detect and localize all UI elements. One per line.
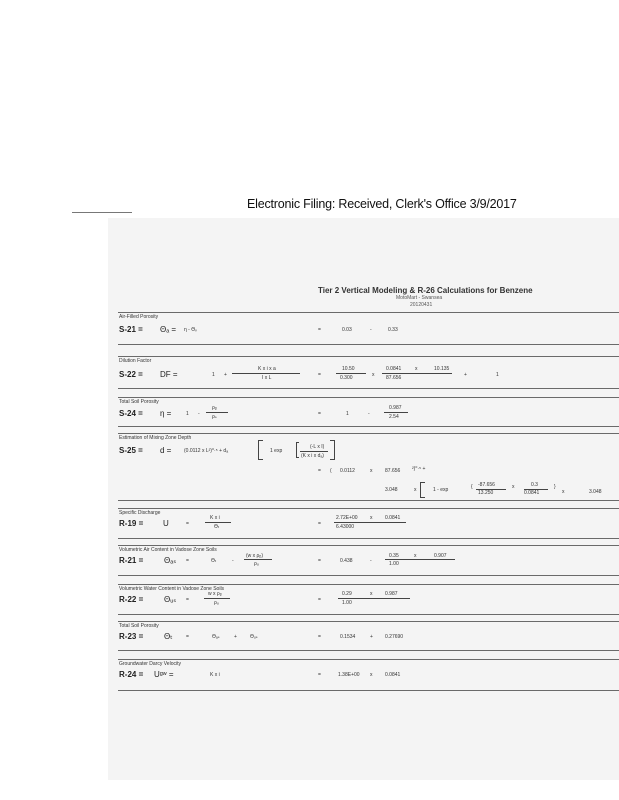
s25-row3-brace-close: } (554, 484, 556, 490)
r19-value-2: 0.0841 (385, 515, 401, 521)
s22-num-1: 10.50 (342, 366, 355, 372)
s25-row3-value-4: 3.048 (589, 489, 602, 495)
s25-row2-equals: = (318, 468, 321, 474)
r23-equals: = (318, 634, 321, 640)
r21-theta-t: Θₜ (211, 558, 217, 564)
r21-value-3: 0.907 (434, 553, 447, 559)
r23-lhs: Θₜ (164, 632, 173, 641)
s24-value-1: 1 (346, 411, 349, 417)
r21-lhs: Θₐₛ (164, 556, 177, 565)
s22-num-2: 0.0841 (386, 366, 402, 372)
section-heading-s21: Air-Filled Porosity (119, 314, 159, 320)
s25-row2-paren: ( (330, 468, 332, 474)
r21-operator: - (370, 558, 372, 564)
s25-row2-value-2: 87.656 (385, 468, 401, 474)
s25-bracket-right (330, 440, 335, 460)
s25-inner-numerator: (-L x I) (310, 444, 325, 450)
section-divider (118, 614, 619, 615)
section-divider (118, 388, 619, 389)
s24-operator: - (368, 411, 370, 417)
section-divider (118, 538, 619, 539)
r19-lhs: U (163, 519, 169, 528)
r21-numerator: (w x ρᵦ) (246, 553, 263, 559)
section-heading-s22: Dilution Factor (119, 358, 152, 364)
s25-row3-den-1: 13.250 (478, 490, 494, 496)
section-heading-r21: Volumetric Air Content in Vadose Zone Soils (119, 547, 217, 553)
section-divider (118, 344, 619, 345)
s22-den-1: 0.300 (340, 375, 353, 381)
section-divider (118, 356, 619, 357)
section-divider (118, 426, 619, 427)
r22-fraction-bar-1 (338, 598, 410, 599)
equation-label-r24: R-24 = (119, 670, 144, 679)
section-divider (118, 584, 619, 585)
s24-denominator: ρₛ (212, 414, 217, 420)
section-divider (118, 508, 619, 509)
r21-fraction-bar (244, 559, 272, 560)
r23-term-b: Θᵤₛ (250, 634, 258, 640)
scan-artifact-line (72, 212, 132, 213)
r24-rhs: K x i (210, 672, 220, 678)
doc-title: Tier 2 Vertical Modeling & R-26 Calculations for Benzene (318, 286, 533, 295)
s25-inner-denominator: (K x i x dₐ) (301, 453, 324, 459)
s22-fraction-bar-2 (382, 373, 452, 374)
section-heading-r23: Total Soil Porosity (119, 623, 159, 629)
s22-lhs: DF = (160, 370, 178, 379)
r19-equals: = (318, 521, 321, 527)
s25-row3-value-1: 3.048 (385, 487, 398, 493)
doc-site: MotoMart - Swansea (396, 295, 443, 301)
section-heading-r19: Specific Discharge (119, 510, 161, 516)
s21-operator: - (370, 327, 372, 333)
s24-fraction-bar (206, 412, 228, 413)
s25-row3-brace: { (471, 484, 473, 490)
r22-num-1: 0.29 (342, 591, 352, 597)
r21-equals: = (318, 558, 321, 564)
s25-inner-fraction-bar (300, 451, 328, 452)
r19-equals-1: = (186, 521, 189, 527)
r22-denominator: ρᵤ (214, 600, 219, 606)
r23-plus: + (234, 634, 237, 640)
r21-num-2: 0.35 (389, 553, 399, 559)
section-divider (118, 690, 619, 691)
s25-lhs: d = (160, 446, 172, 455)
equation-label-s24: S-24 = (119, 409, 143, 418)
r22-fraction-bar (204, 598, 230, 599)
s22-fraction-bar (232, 373, 300, 374)
r21-equals-1: = (186, 558, 189, 564)
r21-times: x (414, 553, 417, 559)
s25-row2-times: x (370, 468, 373, 474)
s24-lhs: η = (160, 409, 172, 418)
r23-value-1: 0.1534 (340, 634, 356, 640)
section-divider (118, 621, 619, 622)
s25-row3-times-2: x (512, 484, 515, 490)
s25-row3-times-3: x (562, 489, 565, 495)
s25-row2-power: ²)⁰·⁵ + (412, 466, 426, 472)
section-divider (118, 545, 619, 546)
s22-numerator: K x i x a (258, 366, 276, 372)
r19-numerator: K x i (210, 515, 220, 521)
r22-equals-1: = (186, 597, 189, 603)
section-divider (118, 500, 619, 501)
r23-operator: + (370, 634, 373, 640)
section-divider (118, 397, 619, 398)
r19-times: x (370, 515, 373, 521)
s25-paren-left (296, 442, 299, 458)
section-divider (118, 575, 619, 576)
s22-plus-2: + (464, 372, 467, 378)
section-divider (118, 650, 619, 651)
s24-den-2: 2.54 (389, 414, 399, 420)
doc-project-number: 20120431 (410, 302, 433, 308)
s25-row3-exp: 1 - exp (433, 487, 449, 493)
s22-denominator: I x L (262, 375, 272, 381)
r24-times: x (370, 672, 373, 678)
s24-num-2: 0.987 (389, 405, 402, 411)
s24-fraction-bar-2 (384, 412, 408, 413)
s24-equals: = (318, 411, 321, 417)
equation-label-r22: R-22 = (119, 595, 144, 604)
section-heading-s24: Total Soil Porosity (119, 399, 159, 405)
equation-label-r23: R-23 = (119, 632, 144, 641)
s22-one-2: 1 (496, 372, 499, 378)
r22-den-1: 1.00 (342, 600, 352, 606)
r23-term-a: Θₐₛ (212, 634, 220, 640)
s22-fraction-bar-1 (336, 373, 366, 374)
s21-lhs: Θₐ = (160, 325, 177, 334)
equation-label-s21: S-21 = (119, 325, 143, 334)
equation-label-r21: R-21 = (119, 556, 144, 565)
s21-value-2: 0.33 (388, 327, 398, 333)
r22-lhs: Θᵤₛ (164, 595, 177, 604)
r19-denominator: Θₜ (214, 524, 220, 530)
section-divider (118, 312, 619, 313)
filing-stamp: Electronic Filing: Received, Clerk's Office 3/9/2017 (247, 197, 517, 211)
r21-value-1: 0.438 (340, 558, 353, 564)
s25-row3-num-2: 0.3 (531, 482, 538, 488)
r24-value-1: 1.38E+00 (338, 672, 360, 678)
r21-den-2: 1.00 (389, 561, 399, 567)
r23-equals-1: = (186, 634, 189, 640)
r24-lhs: Uᵍʷ = (154, 670, 174, 679)
r19-den-1: 6.43000 (336, 524, 355, 530)
r21-denominator: ρᵤ (254, 561, 259, 567)
r23-value-2: 0.27690 (385, 634, 404, 640)
section-heading-r22: Volumetric Water Content in Vadose Zone Soils (119, 586, 225, 592)
s25-row3-times: x (414, 487, 417, 493)
section-divider (118, 659, 619, 660)
s22-den-2: 87.656 (386, 375, 402, 381)
s25-row3-num-1: -87.656 (478, 482, 495, 488)
r21-minus: - (232, 558, 234, 564)
r21-fraction-bar-2 (385, 559, 455, 560)
scanned-page (108, 218, 619, 780)
section-heading-r24: Groundwater Darcy Velocity (119, 661, 181, 667)
s24-numerator: ρᵦ (212, 405, 217, 411)
r22-times: x (370, 591, 373, 597)
s24-one: 1 (186, 411, 189, 417)
r22-equals: = (318, 597, 321, 603)
s21-value-1: 0.03 (342, 327, 352, 333)
r24-value-2: 0.0841 (385, 672, 401, 678)
s22-plus: + (224, 372, 227, 378)
s25-row3-bracket (420, 482, 425, 498)
r24-equals: = (318, 672, 321, 678)
equation-label-s22: S-22 = (119, 370, 143, 379)
equation-label-s25: S-25 = (119, 446, 143, 455)
s21-equals: = (318, 327, 321, 333)
s21-rhs: η - Θᵥ (184, 327, 197, 333)
section-heading-s25: Estimation of Mixing Zone Depth (119, 435, 192, 441)
r22-numerator: w x ρᵦ (208, 591, 222, 597)
r19-num-1: 2.72E+00 (336, 515, 358, 521)
r19-fraction-bar (205, 522, 231, 523)
s25-row3-den-2: 0.0841 (524, 490, 540, 496)
s22-equals: = (318, 372, 321, 378)
r19-fraction-bar-1 (334, 522, 406, 523)
section-divider (118, 433, 619, 434)
s25-bracket-left (258, 440, 263, 460)
s25-row2-value-1: 0.0112 (340, 468, 355, 474)
equation-label-r19: R-19 = (119, 519, 144, 528)
s22-num-3: 10.135 (434, 366, 450, 372)
s22-times-2: x (415, 366, 418, 372)
s22-times-1: x (372, 372, 375, 378)
s25-exp-label: 1 exp (270, 448, 283, 454)
s22-one: 1 (212, 372, 215, 378)
r22-value-2: 0.987 (385, 591, 398, 597)
s25-expr: (0.0112 x L²)⁰·⁵ + dₐ (184, 448, 229, 454)
s24-minus: - (198, 411, 200, 417)
